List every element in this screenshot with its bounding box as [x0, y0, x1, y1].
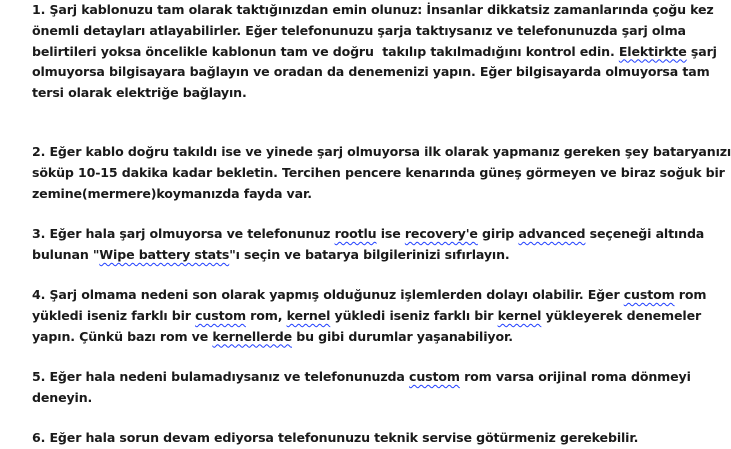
text-line	[32, 388, 638, 409]
text-line	[32, 367, 691, 388]
paragraph-5	[32, 367, 691, 409]
text-segment: ise	[376, 226, 405, 241]
text-line	[32, 285, 707, 306]
paragraph-1	[32, 0, 717, 104]
text-segment: bulunan "	[32, 246, 100, 262]
spellcheck-flagged-word: custom	[195, 307, 246, 323]
spellcheck-flagged-word: custom	[409, 369, 460, 384]
text-segment: 2. Eğer kablo doğru takıldı ise ve yinede şarj olmuyorsa ilk olarak yapmanız gereken şey bataryanızı	[32, 144, 731, 159]
text-line	[32, 163, 725, 184]
text-segment: önemli detayları atlayabilirler. Eğer telefonunuzu şarja taktıysanız ve telefonunuzda şarj olma	[32, 22, 686, 38]
text-segment: deneyin.	[32, 389, 93, 405]
spellcheck-flagged-word: kernellerde	[212, 328, 292, 344]
text-segment: söküp 10-15 dakika kadar bekletin. Tercihen pencere kenarında güneş görmeyen ve biraz soğuk bir	[32, 164, 725, 180]
spellcheck-flagged-word: Wipe battery stats	[99, 246, 230, 262]
text-segment: 3. Eğer hala şarj olmuyorsa ve telefonunuz	[32, 226, 335, 241]
text-line	[32, 83, 638, 104]
text-line	[32, 327, 638, 348]
text-segment: yükledi iseniz farklı bir	[330, 307, 498, 323]
text-segment: şarj	[686, 43, 717, 59]
text-line	[32, 0, 714, 21]
spellcheck-flagged-word: rootlu	[334, 226, 377, 241]
text-segment: 5. Eğer hala nedeni bulamadıysanız ve telefonunuzda	[32, 369, 410, 384]
paragraph-4	[32, 285, 707, 347]
spellcheck-flagged-word: custom	[623, 287, 675, 302]
text-segment: 1. Şarj kablonuzu tam olarak taktığınızdan emin olunuz: İnsanlar dikkatsiz zamanlarında çoğu kez	[32, 2, 714, 17]
text-segment: zemine(mermere)koymanızda fayda var.	[32, 185, 312, 201]
text-segment: tersi olarak elektriğe bağlayın.	[32, 85, 247, 101]
text-segment: rom varsa orijinal roma dönmeyi	[459, 369, 691, 384]
text-line	[32, 224, 705, 245]
text-segment: belirtileri yoksa öncelikle kablonun tam ve doğru takılıp takılmadığını kontrol edin.	[32, 43, 619, 59]
spellcheck-flagged-word: kernel	[286, 307, 331, 323]
spellcheck-flagged-word: kernel	[497, 307, 542, 323]
text-line	[32, 42, 717, 63]
text-segment: girip	[477, 226, 519, 241]
text-line	[32, 184, 638, 205]
text-segment: rom,	[245, 307, 287, 323]
text-segment: yükleyerek denemeler	[541, 307, 702, 323]
text-segment: rom	[674, 287, 707, 302]
text-segment: "ı seçin ve batarya bilgilerinizi sıfırlayın.	[229, 246, 510, 262]
text-segment: yapın. Çünkü bazı rom ve	[32, 328, 213, 344]
text-segment: bu gibi durumlar yaşanabiliyor.	[291, 328, 513, 344]
text-segment: olmuyorsa bilgisayara bağlayın ve oradan da denemenizi yapın. Eğer bilgisayarda olmuyorsa tam	[32, 64, 710, 80]
text-segment: 4. Şarj olmama nedeni son olarak yapmış olduğunuz işlemlerden dolayı olabilir. Eğer	[32, 287, 624, 302]
text-line	[32, 245, 638, 266]
text-segment: yükledi iseniz farklı bir	[32, 307, 196, 323]
paragraph-2	[32, 142, 731, 204]
spellcheck-flagged-word: recovery'e	[404, 226, 478, 241]
text-line	[32, 428, 638, 449]
paragraph-3	[32, 224, 705, 266]
spellcheck-flagged-word: Elektirkte	[618, 43, 687, 59]
text-line	[32, 306, 702, 327]
text-segment: seçeneği altında	[585, 226, 705, 241]
text-segment: 6. Eğer hala sorun devam ediyorsa telefonunuzu teknik servise götürmeniz gerekebilir.	[32, 430, 639, 445]
paragraph-6-partial	[32, 428, 638, 449]
text-line	[32, 142, 731, 163]
spellcheck-flagged-word: advanced	[518, 226, 586, 241]
text-line	[32, 21, 686, 42]
text-line	[32, 62, 710, 83]
